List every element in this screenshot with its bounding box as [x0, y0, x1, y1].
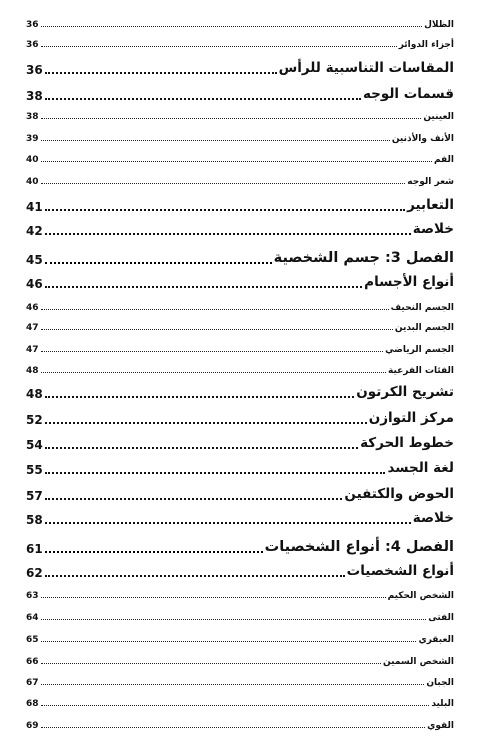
toc-entry-page: 67: [26, 678, 39, 688]
toc-entry: [26, 276, 454, 290]
toc-entry-page: 63: [26, 591, 39, 601]
toc-entry-page: 46: [26, 276, 43, 291]
toc-entry: [26, 512, 454, 526]
toc-entry-title: الفئات الفرعية: [388, 366, 454, 376]
toc-entry-title: الشخص السمين: [383, 657, 454, 667]
toc-entry-title: خطوط الحركة: [360, 435, 454, 451]
toc-entry-title: تشريح الكرتون: [356, 384, 454, 400]
toc-entry-page: 69: [26, 721, 39, 731]
dot-leader: [45, 498, 343, 500]
toc-entry: [26, 412, 454, 426]
dot-leader: [41, 372, 386, 373]
dot-leader: [41, 663, 382, 664]
toc-entry-title: القوي: [427, 721, 454, 731]
dot-leader: [45, 209, 405, 211]
dot-leader: [41, 140, 390, 141]
dot-leader: [41, 619, 427, 620]
toc-entry: [26, 592, 454, 601]
toc-entry-page: 41: [26, 199, 43, 214]
toc-entry-title: الفم: [434, 155, 454, 165]
toc-entry: [26, 135, 454, 144]
toc-entry: [26, 722, 454, 731]
toc-entry: [26, 251, 454, 266]
toc-entry: [26, 386, 454, 400]
toc-entry-title: خلاصة: [412, 221, 454, 237]
toc-entry-title: أنواع الشخصيات: [346, 563, 454, 579]
toc-entry: [26, 41, 454, 50]
toc-entry-title: الظلال: [424, 20, 454, 30]
toc-entry-page: 62: [26, 565, 43, 580]
dot-leader: [45, 422, 367, 424]
toc-entry: [26, 700, 454, 709]
dot-leader: [45, 396, 355, 398]
dot-leader: [41, 329, 393, 330]
toc-entry-page: 47: [26, 345, 39, 355]
toc-entry-title: مركز التوازن: [368, 410, 454, 426]
toc-entry: [26, 658, 454, 667]
toc-entry-title: الفصل 4: أنواع الشخصيات: [264, 539, 454, 555]
toc-entry-page: 40: [26, 177, 39, 187]
dot-leader: [41, 641, 417, 642]
toc-entry-page: 36: [26, 40, 39, 50]
toc-entry: [26, 324, 454, 333]
toc-entry-page: 54: [26, 437, 43, 452]
toc-entry: [26, 488, 454, 502]
toc-entry-title: الجسم البدين: [394, 323, 454, 333]
toc-entry-page: 42: [26, 223, 43, 238]
dot-leader: [41, 727, 426, 728]
toc-entry-page: 36: [26, 62, 43, 77]
toc-entry-page: 68: [26, 699, 39, 709]
dot-leader: [41, 351, 384, 352]
toc-entry-page: 48: [26, 386, 43, 401]
dot-leader: [41, 26, 423, 27]
dot-leader: [41, 309, 389, 310]
toc-entry-page: 61: [26, 541, 43, 556]
toc-entry-title: شعر الوجه: [407, 177, 454, 187]
toc-entry-page: 57: [26, 488, 43, 503]
toc-entry: [26, 636, 454, 645]
toc-entry-page: 45: [26, 252, 43, 267]
toc-entry: [26, 679, 454, 688]
toc-entry: [26, 199, 454, 213]
dot-leader: [45, 72, 277, 74]
toc-entry-title: أجزاء الدوائر: [398, 40, 454, 50]
toc-entry-title: لغة الجسد: [387, 460, 454, 476]
toc-entry: [26, 346, 454, 355]
toc-entry-page: 39: [26, 134, 39, 144]
toc-entry: [26, 540, 454, 555]
toc-entry-page: 65: [26, 635, 39, 645]
toc-entry-title: العبقري: [418, 635, 454, 645]
dot-leader: [41, 684, 425, 685]
toc-entry-title: الشخص الحكيم: [387, 591, 454, 601]
toc-entry-page: 55: [26, 462, 43, 477]
toc-entry: [26, 113, 454, 122]
dot-leader: [41, 118, 422, 119]
toc-entry-title: الأنف والأذنين: [391, 134, 454, 144]
dot-leader: [41, 705, 430, 706]
toc-entry: [26, 614, 454, 623]
toc-entry-page: 66: [26, 657, 39, 667]
toc-entry-page: 46: [26, 303, 39, 313]
toc-entry-page: 64: [26, 613, 39, 623]
toc-entry: [26, 367, 454, 376]
dot-leader: [45, 551, 263, 553]
toc-entry-title: الحوض والكتفين: [344, 486, 454, 502]
toc-entry-title: أنواع الأجسام: [364, 274, 454, 290]
toc-entry-title: البليد: [431, 699, 454, 709]
toc-entry-page: 52: [26, 412, 43, 427]
toc-entry-page: 58: [26, 512, 43, 527]
dot-leader: [45, 98, 361, 100]
toc-entry-page: 47: [26, 323, 39, 333]
dot-leader: [45, 522, 411, 524]
toc-entry-title: خلاصة: [412, 510, 454, 526]
dot-leader: [45, 262, 272, 264]
toc-entry: [26, 21, 454, 30]
dot-leader: [41, 161, 432, 162]
toc-entry-title: قسمات الوجه: [362, 86, 454, 102]
toc-entry-title: الفصل 3: جسم الشخصية: [273, 250, 454, 266]
toc-entry-page: 40: [26, 155, 39, 165]
toc-entry-page: 38: [26, 88, 43, 103]
toc-entry-page: 36: [26, 20, 39, 30]
toc-entry: [26, 88, 454, 102]
dot-leader: [41, 183, 406, 184]
toc-entry: [26, 437, 454, 451]
toc-entry-title: المقاسات التناسبية للرأس: [278, 60, 454, 76]
dot-leader: [45, 575, 345, 577]
toc-entry-title: العينين: [423, 112, 454, 122]
toc-entry-title: الجسم الرياضي: [385, 345, 454, 355]
dot-leader: [45, 233, 411, 235]
dot-leader: [45, 472, 386, 474]
toc-entry-page: 38: [26, 112, 39, 122]
toc-entry: [26, 565, 454, 579]
toc-entry: [26, 304, 454, 313]
toc-entry-page: 48: [26, 366, 39, 376]
dot-leader: [45, 447, 358, 449]
dot-leader: [45, 286, 362, 288]
toc-entry-title: الفتى: [428, 613, 454, 623]
toc-entry: [26, 178, 454, 187]
toc-entry: [26, 462, 454, 476]
dot-leader: [41, 46, 397, 47]
toc-entry: [26, 62, 454, 76]
dot-leader: [41, 597, 386, 598]
toc-entry: [26, 156, 454, 165]
toc-entry: [26, 223, 454, 237]
toc-entry-title: الجسم النحيف: [390, 303, 454, 313]
toc-entry-title: التعابير: [407, 197, 454, 213]
toc-entry-title: الجبان: [426, 678, 454, 688]
